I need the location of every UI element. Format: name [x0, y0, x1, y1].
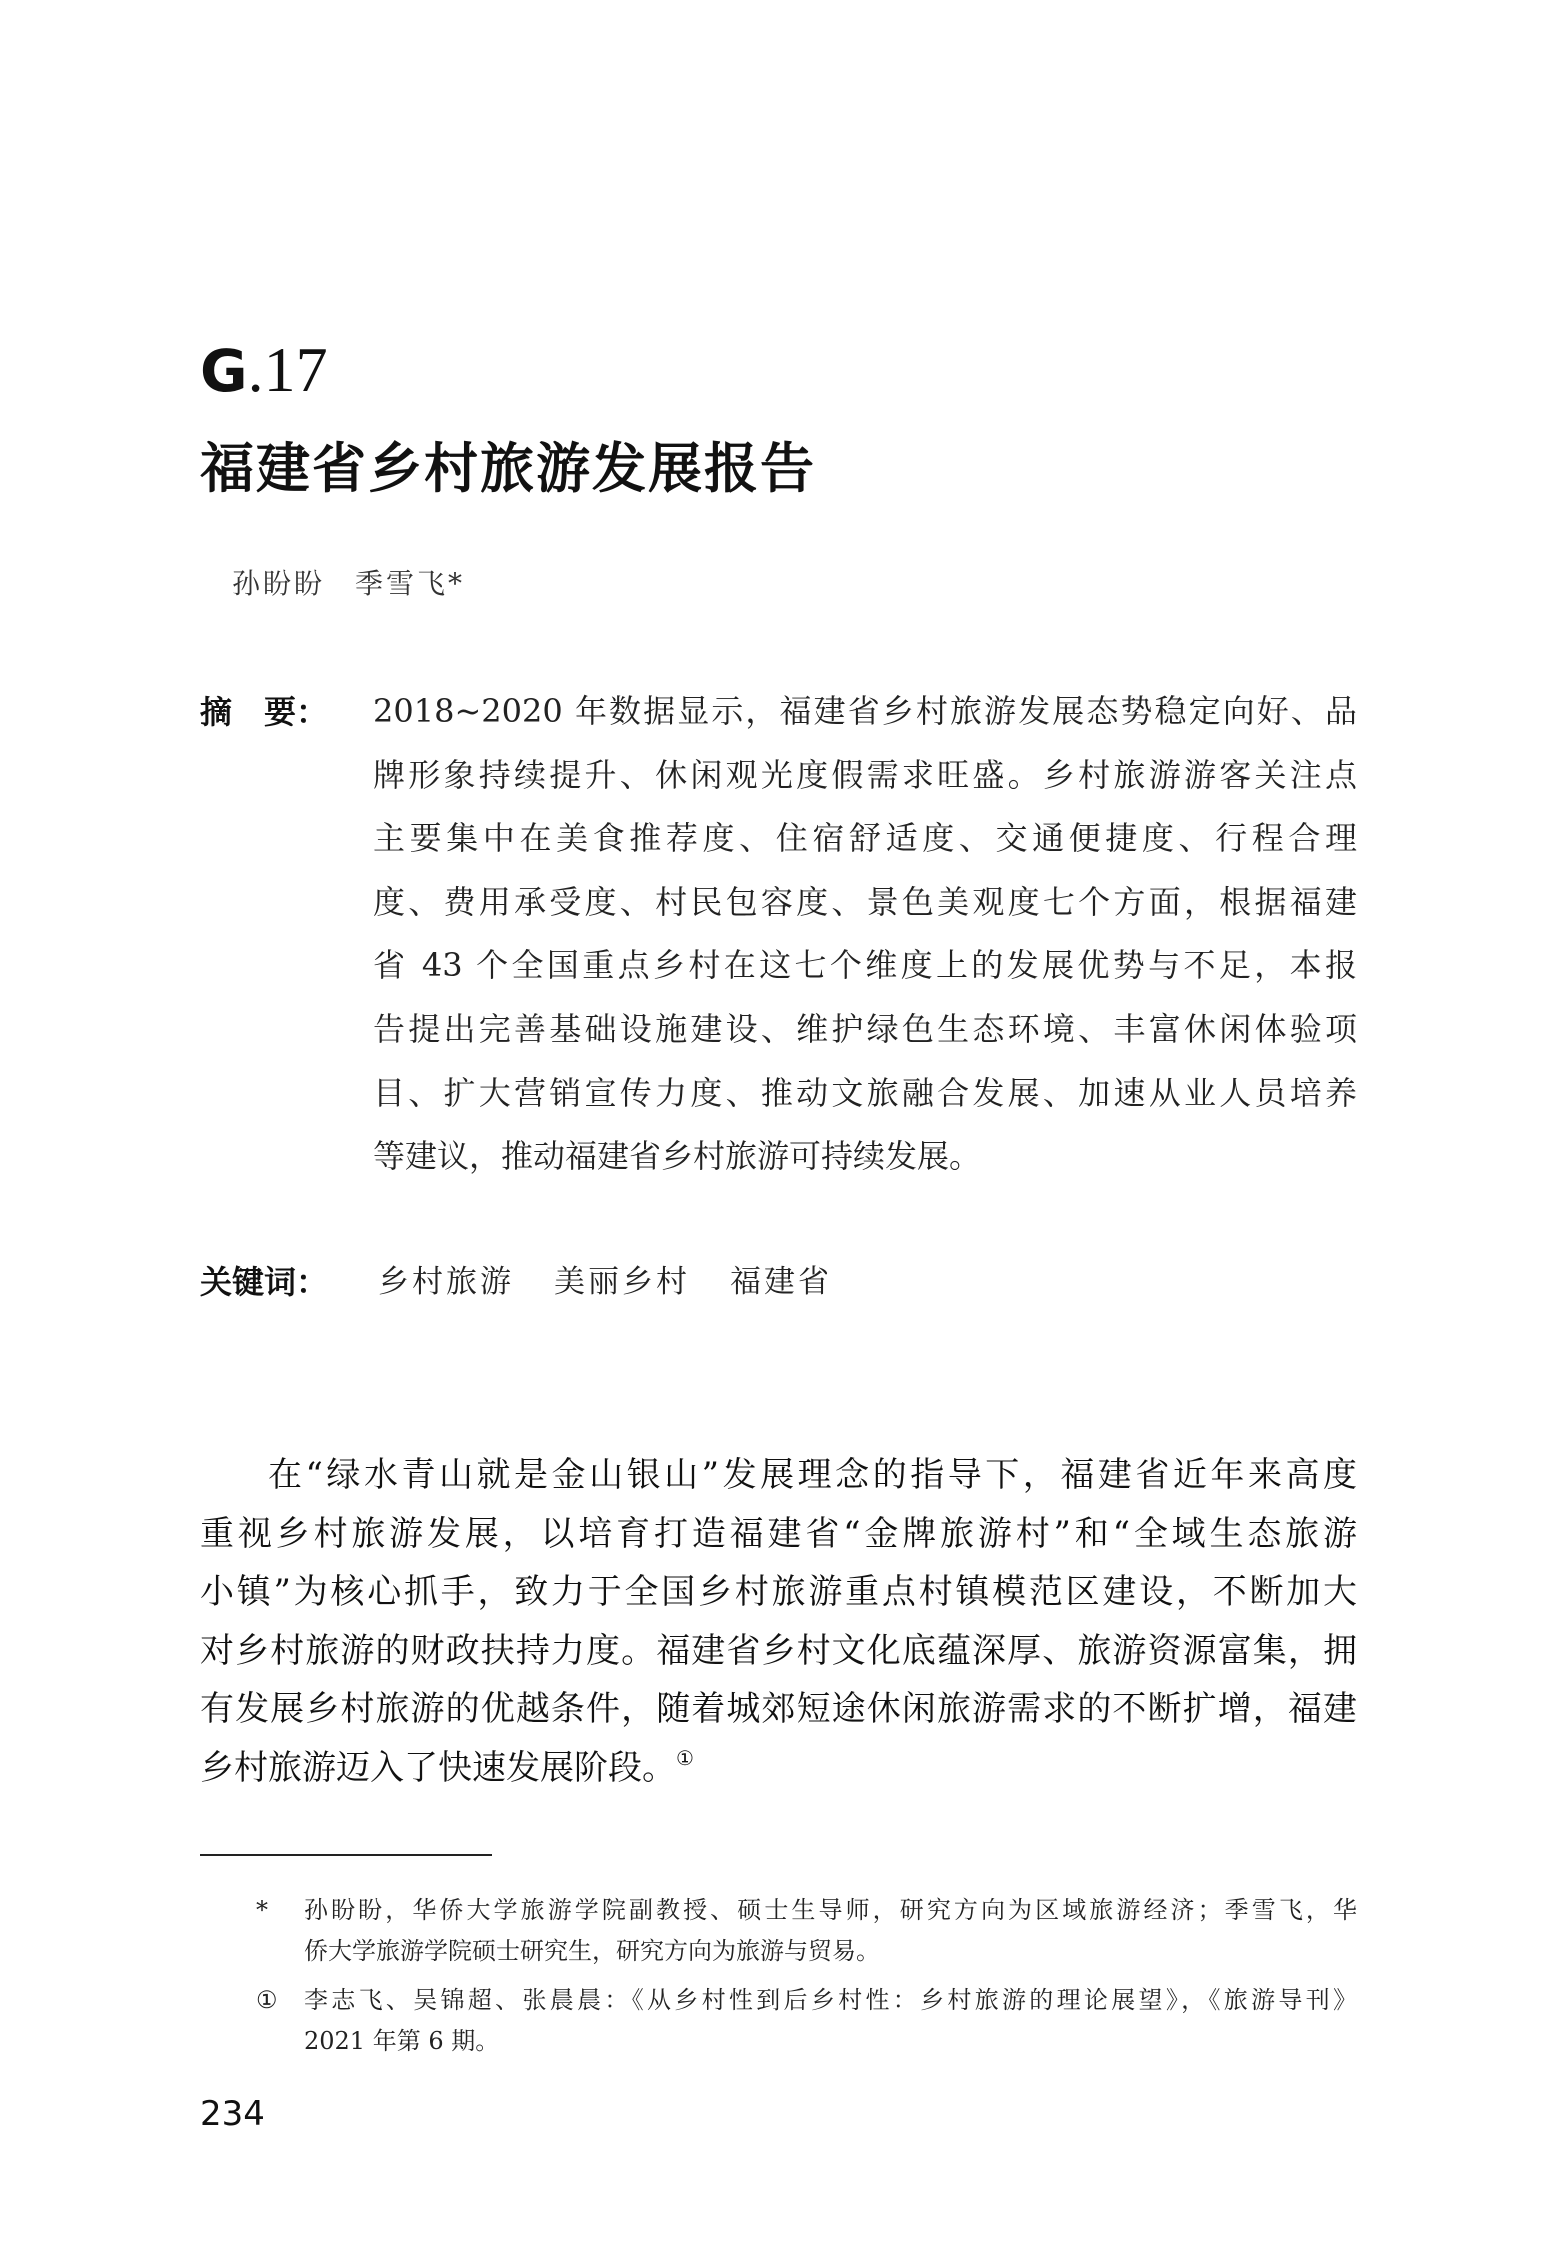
chapter-code-letter: G [200, 337, 248, 405]
footnote-mark: ① [256, 1986, 278, 2014]
abstract-line: 2018~2020 年数据显示，福建省乡村旅游发展态势稳定向好、品 [373, 692, 1357, 730]
author-second: 季雪飞 [355, 567, 449, 600]
footnote-mark: * [256, 1896, 268, 1924]
abstract-line: 主要集中在美食推荐度、住宿舒适度、交通便捷度、行程合理 [373, 819, 1357, 858]
abstract-label: 摘 要： [200, 693, 329, 731]
keyword-item: 美丽乡村 [554, 1264, 690, 1300]
abstract-line: 目、扩大营销宣传力度、推动文旅融合发展、加速从业人员培养 [373, 1073, 1357, 1112]
keywords-list [378, 1262, 832, 1302]
abstract-line: 告提出完善基础设施建设、维护绿色生态环境、丰富休闲体验项 [373, 1009, 1357, 1048]
body-line: 在“绿水青山就是金山银山”发展理念的指导下，福建省近年来高度 [268, 1455, 1357, 1495]
author-first: 孙盼盼 [232, 567, 326, 600]
body-paragraph [200, 1446, 1357, 1798]
body-line: 有发展乡村旅游的优越条件，随着城郊短途休闲旅游需求的不断扩增，福建 [200, 1689, 1357, 1730]
abstract-body [373, 684, 1357, 1193]
abstract-line: 度、费用承受度、村民包容度、景色美观度七个方面，根据福建 [373, 882, 1357, 921]
body-last-line [200, 1739, 1357, 1798]
keyword-item: 福建省 [730, 1264, 832, 1300]
footnote-reference: ① [676, 1745, 694, 1770]
body-line: 小镇”为核心抓手，致力于全国乡村旅游重点村镇模范区建设，不断加大 [200, 1572, 1357, 1613]
abstract-line: 省 43 个全国重点乡村在这七个维度上的发展优势与不足，本报 [373, 946, 1357, 985]
footnote-line: 李志飞、吴锦超、张晨晨：《从乡村性到后乡村性：乡村旅游的理论展望》，《旅游导刊》 [304, 1986, 1357, 2014]
chapter-code-number: .17 [247, 334, 328, 405]
chapter-code [200, 330, 328, 411]
footnote-line: 2021 年第 6 期。 [304, 2027, 500, 2055]
page-number: 234 [200, 2094, 265, 2134]
footnote-reference-note [200, 1980, 1357, 2062]
body-line: 对乡村旅游的财政扶持力度。福建省乡村文化底蕴深厚、旅游资源富集，拥 [200, 1630, 1357, 1671]
footnote-line: 侨大学旅游学院硕士研究生，研究方向为旅游与贸易。 [304, 1937, 880, 1965]
report-title: 福建省乡村旅游发展报告 [200, 437, 816, 500]
authors [232, 566, 465, 602]
body-line: 乡村旅游迈入了快速发展阶段。 [200, 1747, 676, 1788]
author-note-mark: * [448, 567, 466, 600]
abstract-line: 等建议，推动福建省乡村旅游可持续发展。 [373, 1137, 982, 1176]
keywords-label: 关键词： [200, 1263, 329, 1301]
footnote-author-note [200, 1890, 1357, 1972]
abstract-line: 牌形象持续提升、休闲观光度假需求旺盛。乡村旅游游客关注点 [373, 755, 1357, 794]
footnote-divider [200, 1854, 492, 1856]
footnote-line: 孙盼盼，华侨大学旅游学院副教授、硕士生导师，研究方向为区域旅游经济；季雪飞，华 [304, 1896, 1357, 1924]
footnotes [200, 1890, 1357, 2070]
body-line: 重视乡村旅游发展，以培育打造福建省“金牌旅游村”和“全域生态旅游 [200, 1513, 1357, 1554]
keyword-item: 乡村旅游 [378, 1264, 514, 1300]
